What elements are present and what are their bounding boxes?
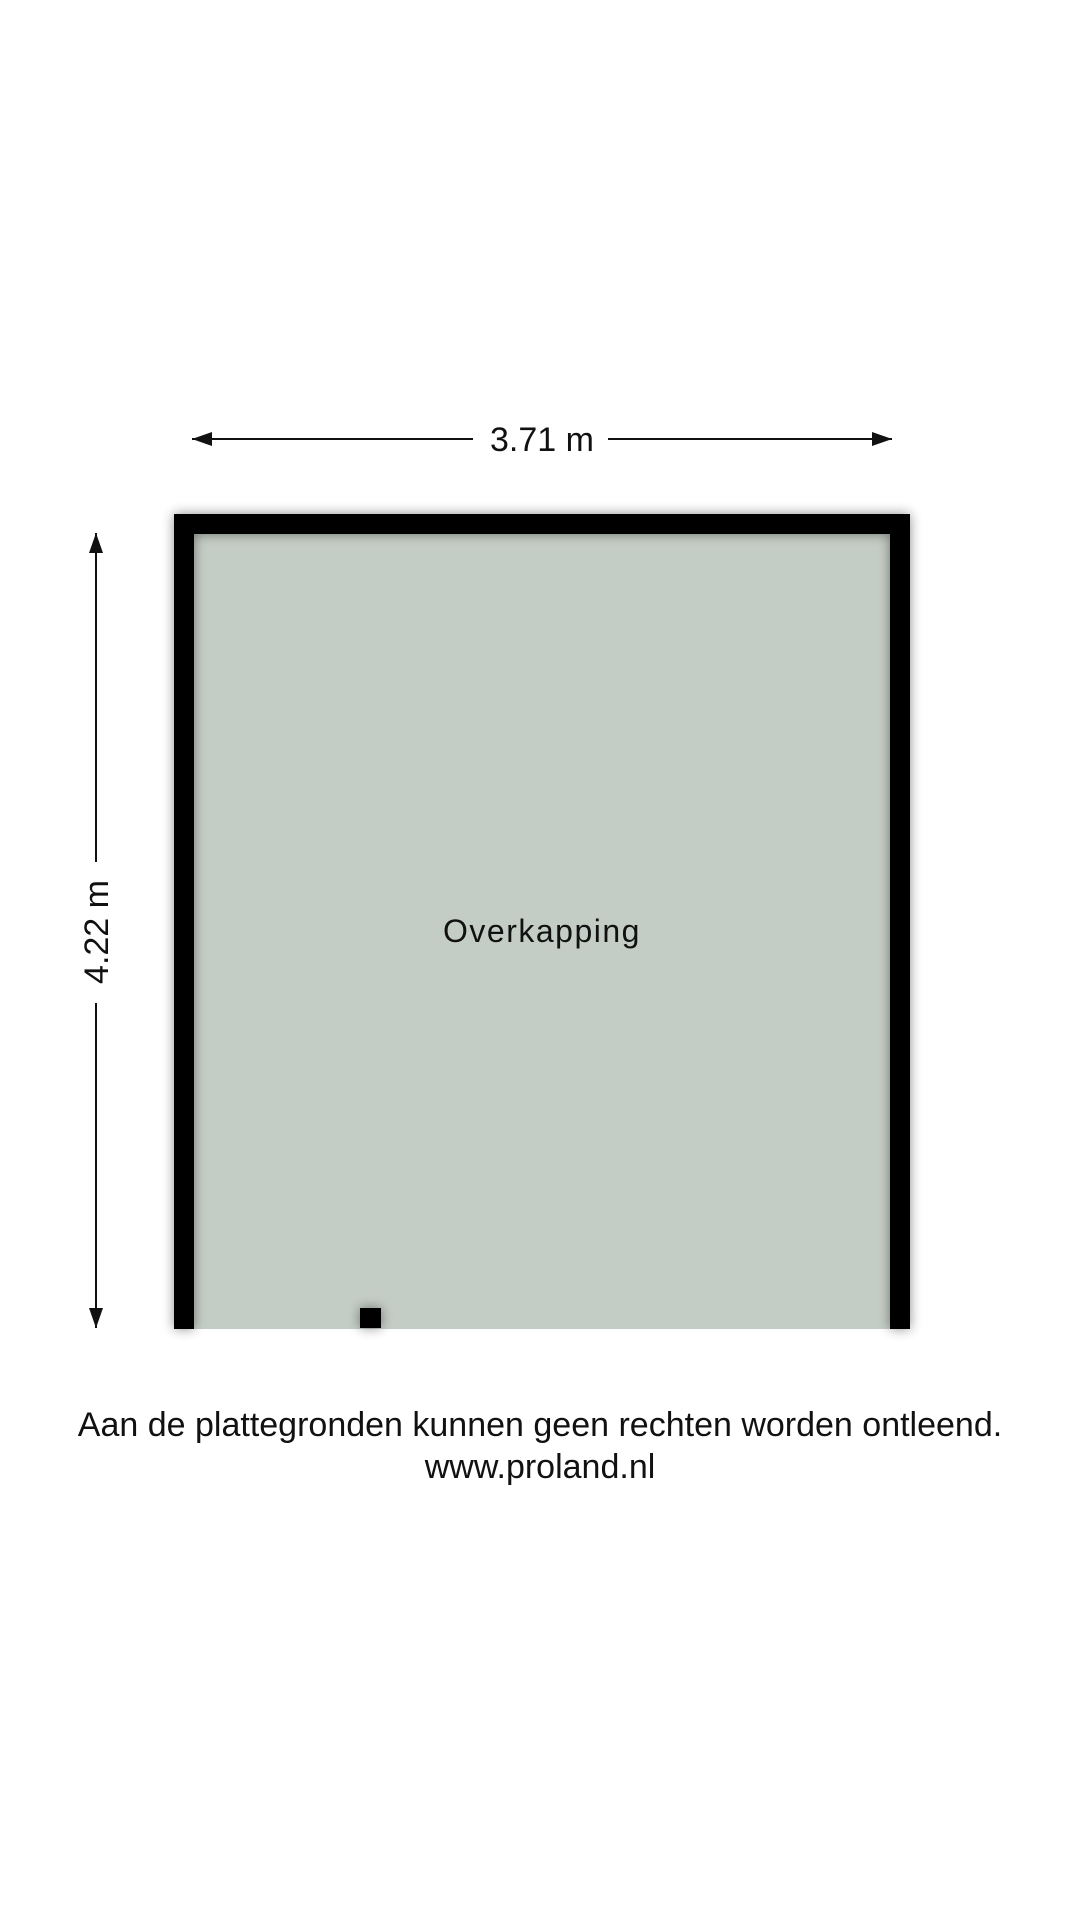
wall-left bbox=[174, 514, 194, 1329]
room-label: Overkapping bbox=[443, 913, 641, 949]
height-dimension bbox=[78, 533, 116, 1328]
footer bbox=[0, 1404, 1080, 1488]
width-dimension bbox=[192, 421, 892, 459]
support-post bbox=[360, 1308, 381, 1328]
wall-top bbox=[174, 514, 910, 534]
wall-right bbox=[890, 514, 910, 1329]
website-link[interactable]: www.proland.nl bbox=[424, 1448, 656, 1486]
disclaimer-text: Aan de plattegronden kunnen geen rechten worden ontleend. bbox=[77, 1406, 1003, 1444]
height-dimension-label: 4.22 m bbox=[78, 880, 116, 984]
width-dimension-label: 3.71 m bbox=[490, 421, 594, 459]
